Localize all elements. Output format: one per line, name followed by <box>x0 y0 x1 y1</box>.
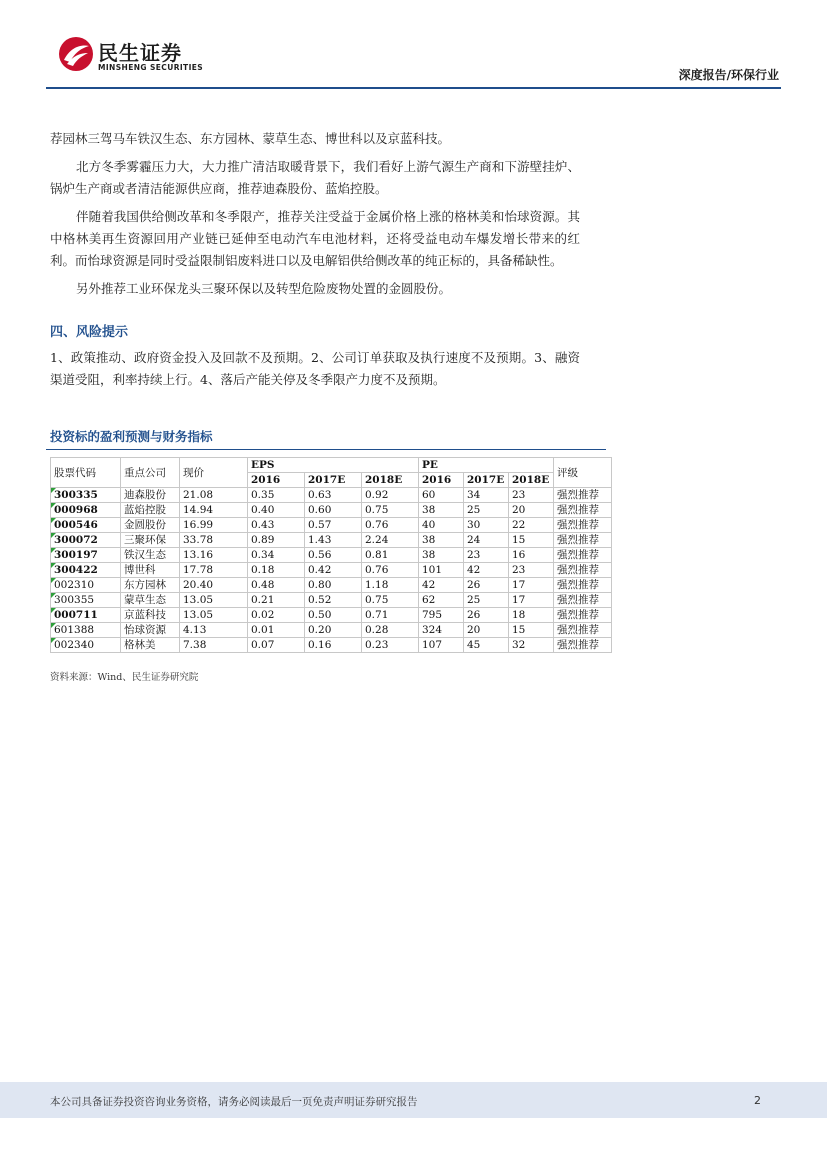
table-row <box>51 518 612 533</box>
cell-company: 三聚环保 <box>121 533 180 548</box>
comment-flag-icon <box>51 638 56 643</box>
page-number: 2 <box>754 1094 761 1107</box>
cell-rating: 强烈推荐 <box>554 578 612 593</box>
cell-eps-2018e: 0.81 <box>362 548 419 563</box>
cell-pe-2016: 42 <box>419 578 464 593</box>
cell-pe-2016: 38 <box>419 548 464 563</box>
cell-eps-2017e: 0.57 <box>305 518 362 533</box>
cell-eps-2016: 0.01 <box>248 623 305 638</box>
cell-stock-code <box>51 548 121 563</box>
cell-stock-code <box>51 563 121 578</box>
cell-pe-2018e: 15 <box>509 533 554 548</box>
risk-text: 1、政策推动、政府资金投入及回款不及预期。2、公司订单获取及执行速度不及预期。3、融资渠道受阻，利率持续上行。4、落后产能关停及冬季限产力度不及预期。 <box>50 350 580 387</box>
cell-pe-2016: 40 <box>419 518 464 533</box>
cell-eps-2016: 0.21 <box>248 593 305 608</box>
risk-text-block <box>50 347 580 393</box>
header-pe-2016: 2016 <box>419 473 464 488</box>
cell-company: 怡球资源 <box>121 623 180 638</box>
cell-eps-2016: 0.43 <box>248 518 305 533</box>
cell-rating: 强烈推荐 <box>554 518 612 533</box>
cell-rating: 强烈推荐 <box>554 638 612 653</box>
cell-pe-2018e: 23 <box>509 563 554 578</box>
comment-flag-icon <box>51 593 56 598</box>
cell-company: 蓝焰控股 <box>121 503 180 518</box>
cell-eps-2016: 0.34 <box>248 548 305 563</box>
cell-eps-2018e: 0.92 <box>362 488 419 503</box>
cell-stock-code <box>51 518 121 533</box>
comment-flag-icon <box>51 503 56 508</box>
header-pe: PE <box>419 458 554 473</box>
cell-pe-2017e: 20 <box>464 623 509 638</box>
cell-pe-2018e: 18 <box>509 608 554 623</box>
brand-name-cn: 民生证券 <box>98 41 182 65</box>
cell-company: 金圆股份 <box>121 518 180 533</box>
cell-stock-code <box>51 488 121 503</box>
cell-eps-2017e: 0.52 <box>305 593 362 608</box>
table-row <box>51 503 612 518</box>
table-row <box>51 533 612 548</box>
brand-name-en: MINSHENG SECURITIES <box>98 63 204 72</box>
cell-stock-code <box>51 503 121 518</box>
header-eps-2018e: 2018E <box>362 473 419 488</box>
stock-code-text: 000546 <box>54 519 98 531</box>
cell-eps-2016: 0.07 <box>248 638 305 653</box>
cell-price: 21.08 <box>180 488 248 503</box>
cell-pe-2017e: 42 <box>464 563 509 578</box>
stock-code-text: 300422 <box>54 564 98 576</box>
cell-company: 东方园林 <box>121 578 180 593</box>
cell-pe-2017e: 23 <box>464 548 509 563</box>
stock-code-text: 601388 <box>54 624 95 636</box>
cell-pe-2017e: 26 <box>464 578 509 593</box>
cell-rating: 强烈推荐 <box>554 593 612 608</box>
cell-pe-2018e: 23 <box>509 488 554 503</box>
header-pe-2017e: 2017E <box>464 473 509 488</box>
cell-pe-2016: 38 <box>419 503 464 518</box>
minsheng-logo-icon <box>58 36 94 72</box>
cell-eps-2016: 0.40 <box>248 503 305 518</box>
cell-price: 13.16 <box>180 548 248 563</box>
cell-eps-2018e: 0.28 <box>362 623 419 638</box>
stock-code-text: 300072 <box>54 534 98 546</box>
page-header <box>0 0 827 90</box>
cell-pe-2017e: 45 <box>464 638 509 653</box>
cell-eps-2017e: 0.80 <box>305 578 362 593</box>
cell-eps-2017e: 0.20 <box>305 623 362 638</box>
cell-pe-2018e: 17 <box>509 578 554 593</box>
table-row <box>51 593 612 608</box>
body-paragraphs <box>50 128 580 302</box>
cell-company: 蒙草生态 <box>121 593 180 608</box>
cell-stock-code <box>51 533 121 548</box>
paragraph-4: 另外推荐工业环保龙头三聚环保以及转型危险废物处置的金圆股份。 <box>76 281 452 296</box>
cell-eps-2018e: 0.76 <box>362 563 419 578</box>
header-eps-2016: 2016 <box>248 473 305 488</box>
cell-company: 格林美 <box>121 638 180 653</box>
cell-eps-2018e: 0.75 <box>362 503 419 518</box>
cell-eps-2018e: 0.23 <box>362 638 419 653</box>
cell-price: 33.78 <box>180 533 248 548</box>
cell-price: 14.94 <box>180 503 248 518</box>
comment-flag-icon <box>51 623 56 628</box>
financial-table <box>50 457 612 653</box>
cell-pe-2016: 324 <box>419 623 464 638</box>
cell-pe-2017e: 25 <box>464 593 509 608</box>
cell-rating: 强烈推荐 <box>554 608 612 623</box>
header-stock-code: 股票代码 <box>51 458 121 488</box>
cell-pe-2016: 107 <box>419 638 464 653</box>
cell-eps-2018e: 0.71 <box>362 608 419 623</box>
cell-rating: 强烈推荐 <box>554 563 612 578</box>
cell-pe-2018e: 32 <box>509 638 554 653</box>
cell-eps-2016: 0.18 <box>248 563 305 578</box>
cell-stock-code <box>51 578 121 593</box>
header-eps-2017e: 2017E <box>305 473 362 488</box>
table-row <box>51 578 612 593</box>
cell-price: 20.40 <box>180 578 248 593</box>
cell-pe-2016: 795 <box>419 608 464 623</box>
cell-pe-2017e: 34 <box>464 488 509 503</box>
cell-eps-2017e: 0.50 <box>305 608 362 623</box>
cell-eps-2018e: 1.18 <box>362 578 419 593</box>
header-divider <box>46 87 781 89</box>
cell-price: 4.13 <box>180 623 248 638</box>
table-title: 投资标的盈利预测与财务指标 <box>50 429 213 444</box>
cell-pe-2017e: 30 <box>464 518 509 533</box>
paragraph-2: 北方冬季雾霾压力大，大力推广清洁取暖背景下，我们看好上游气源生产商和下游壁挂炉、锅炉生产商或者清洁能源供应商，推荐迪森股份、蓝焰控股。 <box>50 159 580 196</box>
cell-pe-2016: 60 <box>419 488 464 503</box>
comment-flag-icon <box>51 533 56 538</box>
cell-company: 博世科 <box>121 563 180 578</box>
footer-disclaimer: 本公司具备证券投资咨询业务资格，请务必阅读最后一页免责声明证券研究报告 <box>50 1096 418 1108</box>
cell-rating: 强烈推荐 <box>554 623 612 638</box>
cell-eps-2017e: 0.42 <box>305 563 362 578</box>
cell-eps-2016: 0.48 <box>248 578 305 593</box>
table-row <box>51 488 612 503</box>
header-pe-2018e: 2018E <box>509 473 554 488</box>
comment-flag-icon <box>51 563 56 568</box>
cell-eps-2017e: 0.63 <box>305 488 362 503</box>
stock-code-text: 002340 <box>54 639 95 651</box>
cell-company: 京蓝科技 <box>121 608 180 623</box>
table-header-row-1 <box>51 458 612 473</box>
comment-flag-icon <box>51 488 56 493</box>
cell-eps-2018e: 0.76 <box>362 518 419 533</box>
cell-pe-2018e: 22 <box>509 518 554 533</box>
cell-company: 迪森股份 <box>121 488 180 503</box>
cell-rating: 强烈推荐 <box>554 503 612 518</box>
cell-stock-code <box>51 638 121 653</box>
table-title-divider <box>46 449 606 450</box>
cell-rating: 强烈推荐 <box>554 488 612 503</box>
cell-price: 13.05 <box>180 608 248 623</box>
cell-stock-code <box>51 623 121 638</box>
stock-code-text: 300197 <box>54 549 98 561</box>
report-type-label: 深度报告/环保行业 <box>678 68 779 82</box>
paragraph-1: 荐园林三驾马车铁汉生态、东方园林、蒙草生态、博世科以及京蓝科技。 <box>50 131 451 146</box>
cell-eps-2016: 0.02 <box>248 608 305 623</box>
header-eps: EPS <box>248 458 419 473</box>
cell-eps-2017e: 1.43 <box>305 533 362 548</box>
cell-company: 铁汉生态 <box>121 548 180 563</box>
table-row <box>51 563 612 578</box>
risk-section-title: 四、风险提示 <box>50 325 129 340</box>
paragraph-3: 伴随着我国供给侧改革和冬季限产，推荐关注受益于金属价格上涨的格林美和怡球资源。其中格林美再生资源回用产业链已延伸至电动汽车电池材料，还将受益电动车爆发增长带来的红利。而怡球资源是同时受益限制铝废料进口以及电解铝供给侧改革的纯正标的，具备稀缺性。 <box>50 209 580 268</box>
stock-code-text: 000968 <box>54 504 98 516</box>
comment-flag-icon <box>51 608 56 613</box>
cell-pe-2017e: 26 <box>464 608 509 623</box>
cell-pe-2016: 62 <box>419 593 464 608</box>
cell-pe-2017e: 24 <box>464 533 509 548</box>
cell-pe-2017e: 25 <box>464 503 509 518</box>
cell-pe-2016: 101 <box>419 563 464 578</box>
minsheng-logo <box>58 36 208 78</box>
cell-pe-2018e: 17 <box>509 593 554 608</box>
cell-price: 16.99 <box>180 518 248 533</box>
cell-stock-code <box>51 593 121 608</box>
header-rating: 评级 <box>554 458 612 488</box>
page-footer <box>0 1082 827 1118</box>
cell-pe-2018e: 20 <box>509 503 554 518</box>
comment-flag-icon <box>51 518 56 523</box>
cell-stock-code <box>51 608 121 623</box>
cell-eps-2017e: 0.56 <box>305 548 362 563</box>
table-row <box>51 548 612 563</box>
cell-eps-2016: 0.35 <box>248 488 305 503</box>
cell-eps-2016: 0.89 <box>248 533 305 548</box>
table-row <box>51 608 612 623</box>
table-row <box>51 623 612 638</box>
table-row <box>51 638 612 653</box>
stock-code-text: 300335 <box>54 489 98 501</box>
cell-eps-2017e: 0.16 <box>305 638 362 653</box>
cell-eps-2018e: 2.24 <box>362 533 419 548</box>
header-price: 现价 <box>180 458 248 488</box>
cell-price: 7.38 <box>180 638 248 653</box>
stock-code-text: 000711 <box>54 609 98 621</box>
cell-eps-2017e: 0.60 <box>305 503 362 518</box>
cell-rating: 强烈推荐 <box>554 548 612 563</box>
cell-price: 17.78 <box>180 563 248 578</box>
cell-price: 13.05 <box>180 593 248 608</box>
header-company: 重点公司 <box>121 458 180 488</box>
cell-pe-2016: 38 <box>419 533 464 548</box>
cell-pe-2018e: 15 <box>509 623 554 638</box>
comment-flag-icon <box>51 548 56 553</box>
cell-rating: 强烈推荐 <box>554 533 612 548</box>
cell-eps-2018e: 0.75 <box>362 593 419 608</box>
stock-code-text: 002310 <box>54 579 95 591</box>
cell-pe-2018e: 16 <box>509 548 554 563</box>
table-source: 资料来源：Wind、民生证券研究院 <box>50 672 199 683</box>
comment-flag-icon <box>51 578 56 583</box>
stock-code-text: 300355 <box>54 594 95 606</box>
